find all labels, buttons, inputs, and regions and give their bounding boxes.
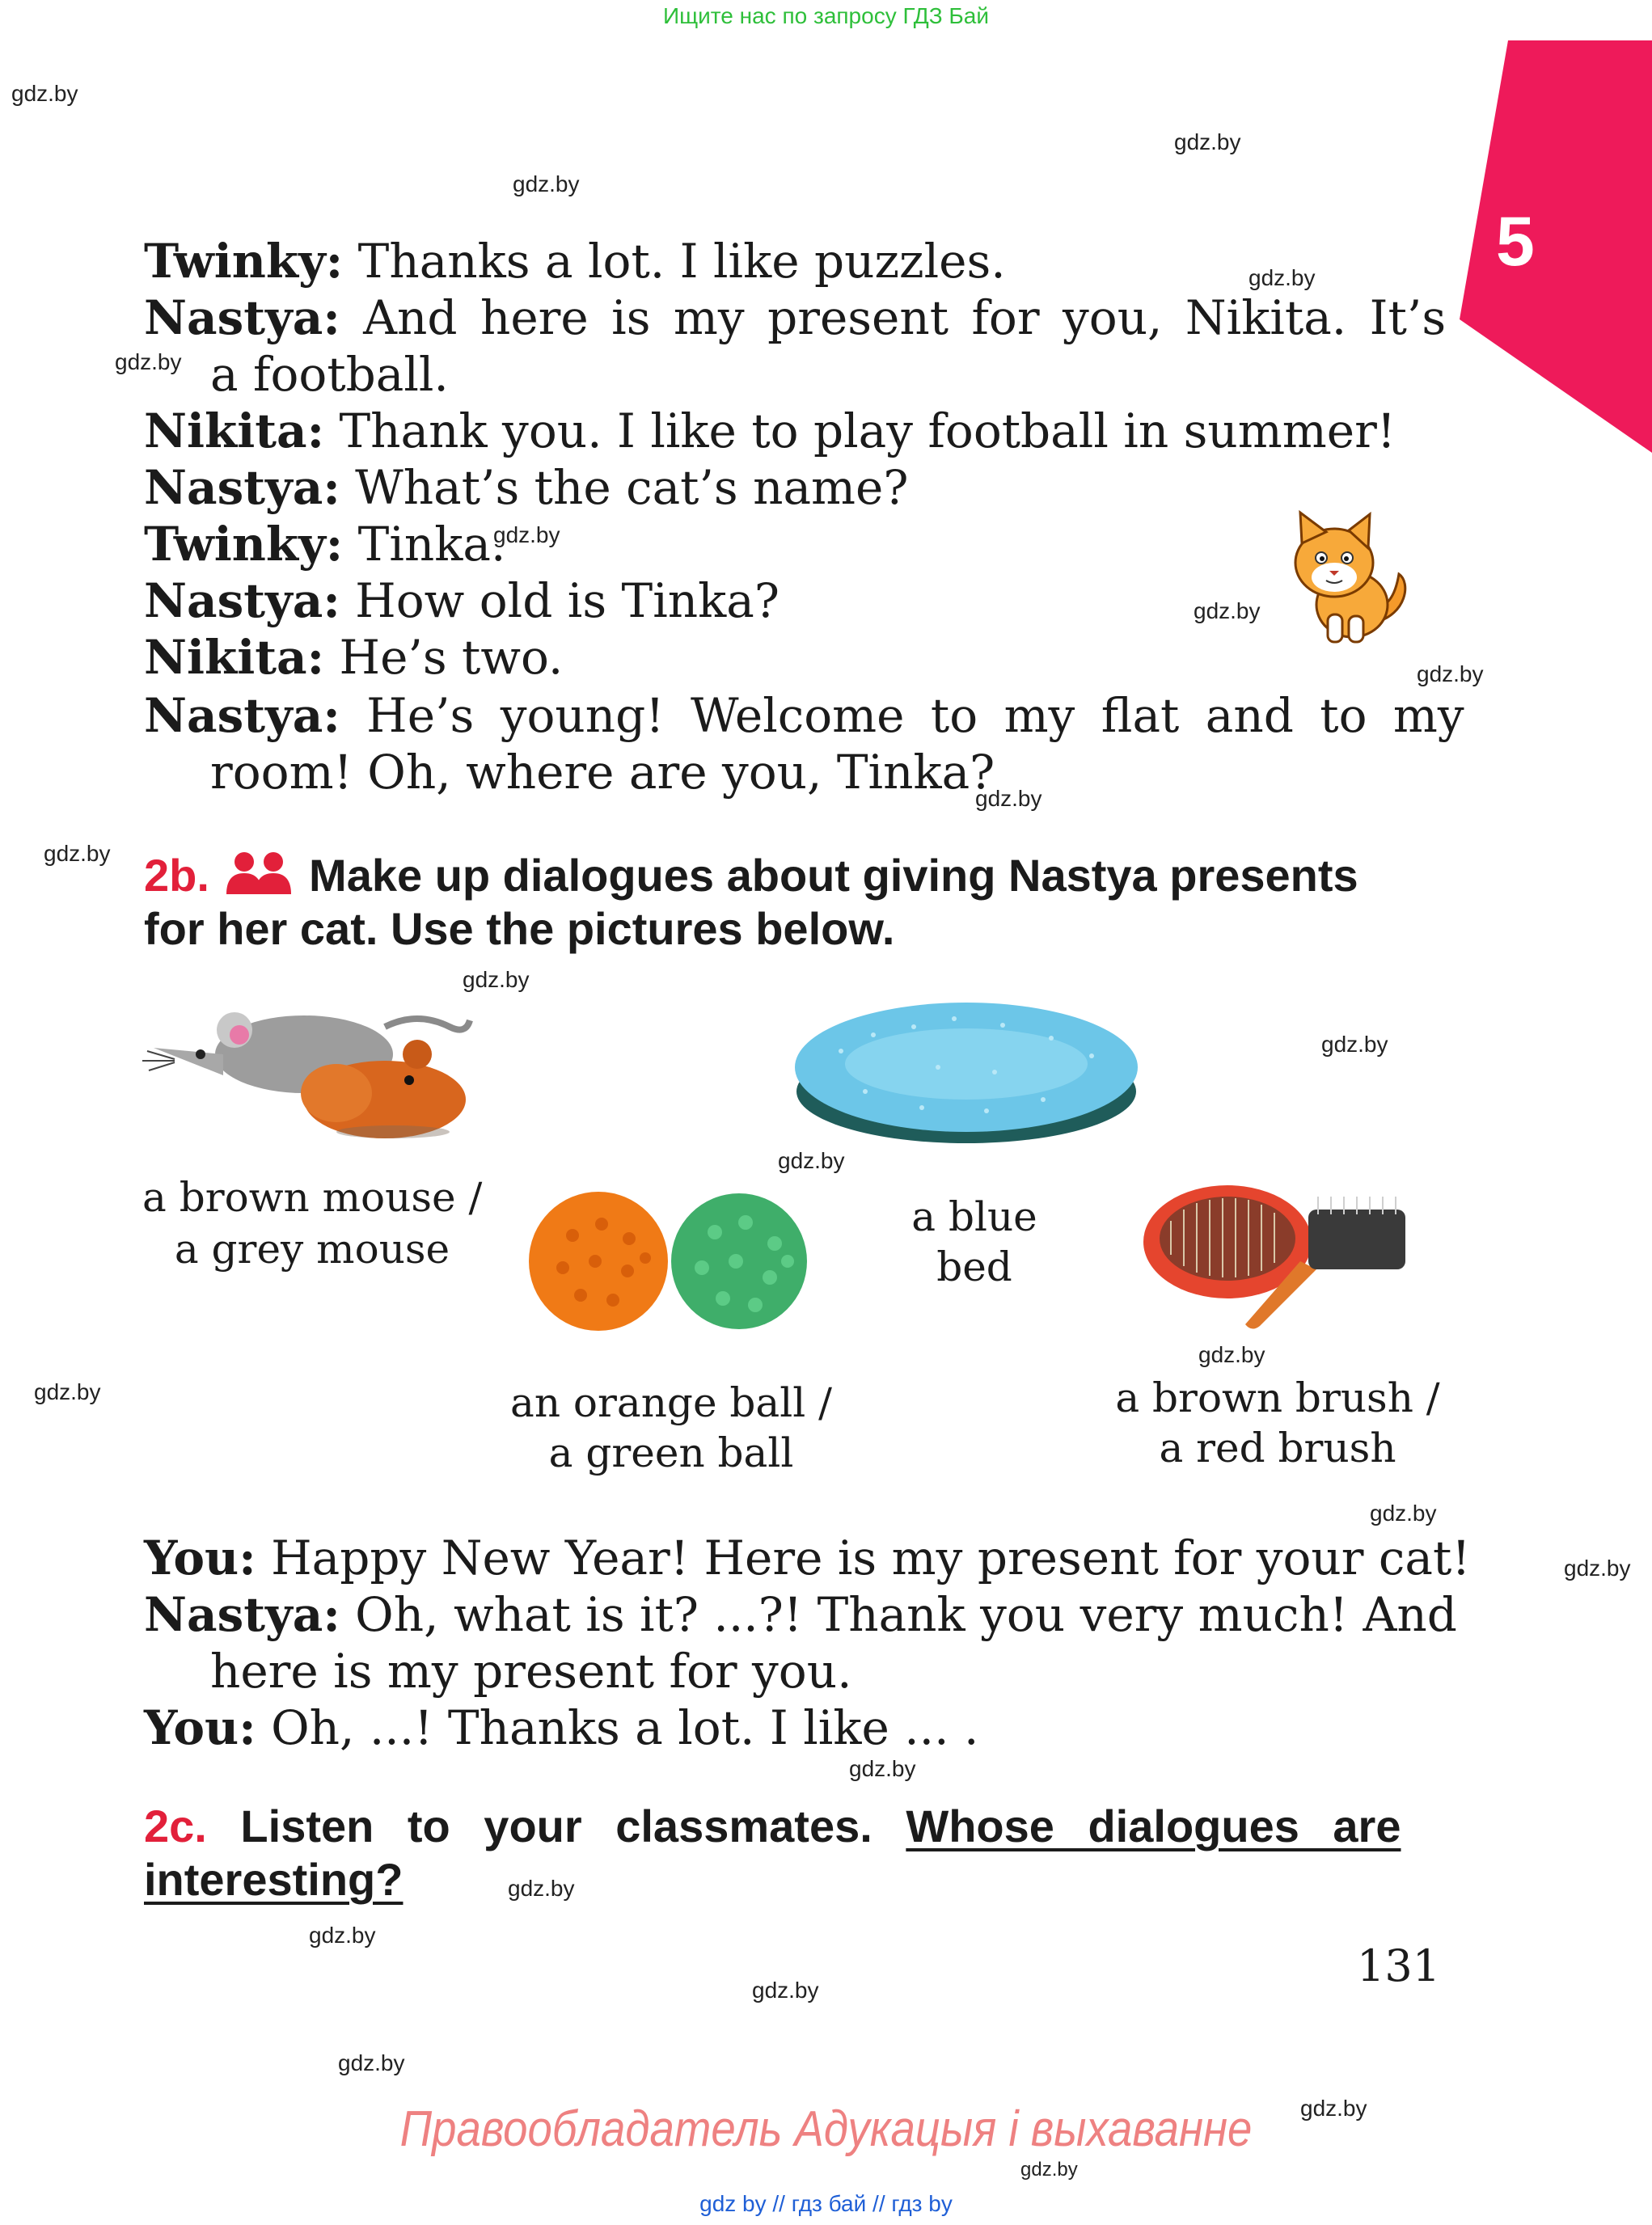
watermark: gdz.by — [34, 1379, 101, 1404]
template-line — [144, 1530, 1471, 1586]
template-line — [144, 1699, 978, 1756]
task-2c-line2: interesting? — [144, 1854, 403, 1905]
watermark: gdz.by — [1249, 265, 1316, 290]
blue-bed-picture — [792, 994, 1140, 1148]
speaker: You: — [144, 1700, 256, 1755]
speaker: Nastya: — [144, 688, 340, 743]
task-text: Make up dialogues about giving Nastya presents — [309, 850, 1358, 901]
line-text: He’s young! Welcome to my flat and to my — [366, 688, 1464, 743]
line-text: Happy New Year! Here is my present for your cat! — [271, 1530, 1471, 1585]
dialogue-line-cont: a football. — [210, 347, 449, 402]
watermark: gdz.by — [1564, 1556, 1631, 1581]
dialogue-line — [144, 629, 563, 686]
watermark: gdz.by — [11, 81, 78, 106]
template-line — [144, 1586, 1457, 1643]
watermark: gdz.by — [1321, 1032, 1388, 1057]
watermark: gdz.by — [1194, 598, 1261, 623]
speaker: Nastya: — [144, 290, 340, 345]
page-number: 131 — [1357, 1940, 1441, 1991]
caption-mouse-line2: a grey mouse — [174, 1226, 450, 1273]
balls-picture — [524, 1187, 813, 1332]
template-line-cont: here is my present for you. — [210, 1644, 852, 1699]
speaker: Nastya: — [144, 460, 340, 515]
speaker: Nikita: — [144, 630, 325, 685]
line-text: How old is Tinka? — [355, 573, 780, 628]
caption-brush-line2: a red brush — [1159, 1425, 1396, 1471]
line-text: Thanks a lot. I like puzzles. — [357, 234, 1006, 289]
watermark: gdz.by — [338, 2050, 405, 2075]
dialogue-line — [144, 289, 1446, 346]
speaker: Nastya: — [144, 1587, 340, 1642]
watermark: gdz.by — [849, 1756, 916, 1781]
watermark: gdz.by — [44, 841, 111, 866]
caption-ball-line1: an orange ball / — [510, 1379, 832, 1426]
task-2b-line2: for her cat. Use the pictures below. — [144, 903, 895, 954]
task-2c-heading — [144, 1800, 1401, 1852]
caption-ball-line2: a green ball — [548, 1429, 794, 1476]
dialogue-line — [144, 459, 908, 516]
dialogue-line — [144, 572, 780, 629]
watermark: gdz.by — [1198, 1342, 1265, 1367]
dialogue-line — [144, 687, 1464, 744]
caption-bed-line2: bed — [936, 1243, 1012, 1290]
unit-tab — [1460, 40, 1652, 453]
dialogue-line — [144, 233, 1006, 289]
watermark: gdz.by — [1020, 2159, 1078, 2181]
caption-bed-line1: a blue — [911, 1193, 1037, 1240]
watermark: gdz.by — [1174, 129, 1241, 154]
caption-mouse-line1: a brown mouse / — [142, 1174, 483, 1221]
brushes-picture — [1139, 1164, 1413, 1334]
watermark: gdz.by — [778, 1148, 845, 1173]
watermark: gdz.by — [115, 349, 182, 374]
watermark: gdz.by — [752, 1978, 819, 2003]
footer-links[interactable]: gdz by // гдз бай // гдз by — [699, 2191, 953, 2216]
task-number: 2c. — [144, 1801, 207, 1851]
line-text: He’s two. — [339, 630, 564, 685]
line-text: Oh, what is it? ...?! Thank you very much! And — [355, 1587, 1457, 1642]
dialogue-line — [144, 516, 505, 572]
line-text: What’s the cat’s name? — [355, 460, 909, 515]
watermark: gdz.by — [493, 522, 560, 547]
kitten-picture — [1278, 509, 1415, 647]
watermark: gdz.by — [1417, 661, 1484, 686]
search-hint-link[interactable]: Ищите нас по запросу ГДЗ Бай — [662, 3, 990, 28]
task-2b-heading — [144, 849, 1358, 901]
task-text: Listen to your classmates. — [240, 1801, 872, 1851]
line-text: Oh, ...! Thanks a lot. I like ... . — [271, 1700, 979, 1755]
line-text: Thank you. I like to play football in summer! — [339, 403, 1396, 458]
task-number: 2b. — [144, 850, 209, 901]
speaker: Nastya: — [144, 573, 340, 628]
watermark: gdz.by — [508, 1876, 575, 1901]
watermark: gdz.by — [463, 967, 530, 992]
watermark: gdz.by — [1370, 1501, 1437, 1526]
speaker: Nikita: — [144, 403, 325, 458]
mice-picture — [142, 1003, 474, 1140]
line-text: And here is my present for you, Nikita. It’s — [363, 290, 1447, 345]
watermark: gdz.by — [1300, 2096, 1367, 2121]
rights-holder: Правообладатель Адукацыя і выхаванне — [399, 2101, 1253, 2157]
line-text: Tinka. — [357, 517, 506, 572]
speaker: Twinky: — [144, 517, 344, 572]
speaker: Twinky: — [144, 234, 344, 289]
unit-number: 5 — [1496, 203, 1535, 281]
speaker: You: — [144, 1530, 256, 1585]
watermark: gdz.by — [975, 786, 1042, 811]
watermark: gdz.by — [309, 1923, 376, 1948]
watermark: gdz.by — [513, 171, 580, 196]
caption-brush-line1: a brown brush / — [1115, 1374, 1440, 1421]
task-text-underlined: Whose dialogues are — [906, 1801, 1401, 1851]
dialogue-line-cont: room! Oh, where are you, Tinka? — [210, 745, 995, 800]
dialogue-line — [144, 403, 1396, 459]
pair-work-icon — [225, 851, 293, 896]
